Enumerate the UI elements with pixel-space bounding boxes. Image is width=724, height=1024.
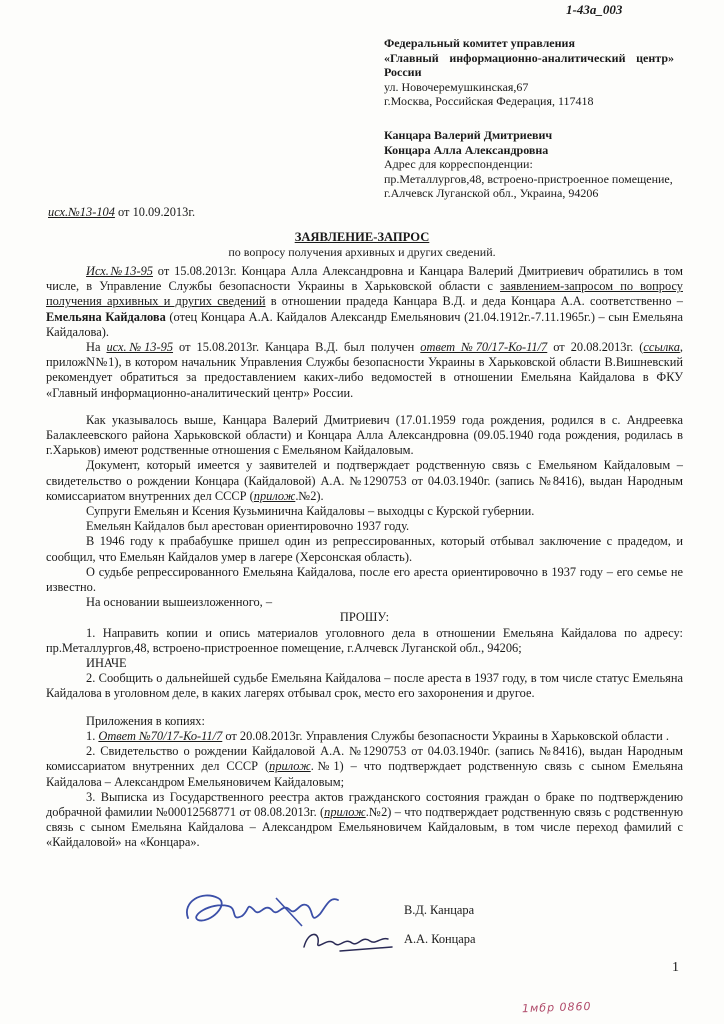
text: от 15.08.2013г. Концара Алла Александровна и Канцара Валерий Дмитриевич обратились в том числе, в Управление Службы безопасности Украины в Харьковской области с — [46, 264, 683, 294]
ref-link: прилож — [253, 488, 296, 503]
archive-stamp: 1мбр 0860 — [521, 999, 592, 1016]
text: от 15.08.2013г. Канцара В.Д. был получен — [173, 340, 421, 355]
paragraph-9: На основании вышеизложенного, – — [86, 595, 273, 610]
document-title: ЗАЯВЛЕНИЕ-ЗАПРОС — [294, 230, 430, 244]
request-heading: ПРОШУ: — [339, 610, 390, 625]
recipient-org-line3: России — [384, 65, 422, 80]
paragraph-5: Супруги Емельян и Ксения Кузьминична Кайдаловы – выходцы с Курской губернии. — [86, 504, 535, 519]
text: (отец Концара А.А. Кайдалов Александр Емельянович (21.04.1912г.-7.11.1965г.) – сын Емельяна Кайдалова). — [46, 309, 683, 339]
ref-link: Ответ №70/17-Ко-11/7 — [98, 728, 223, 743]
document-code: 1-43а_003 — [566, 2, 623, 17]
text: На — [86, 340, 107, 355]
text: , приложN№1), в котором начальник Управления Службы безопасности Украины в Харьковской области В.Вишневский рекомендует обратиться за предоставлением каких-либо ведомостей в отношении Емельяна Кайдалова в ФКУ «Главный информационно-аналитический центр» России. — [46, 340, 684, 400]
signature-1-name: В.Д. Канцара — [404, 903, 475, 917]
recipient-addr-line2: г.Москва, Российская Федерация, 117418 — [384, 94, 594, 109]
signature-2-drawing — [300, 925, 400, 955]
text: .№2). — [295, 488, 324, 503]
signature-2-name: А.А. Концара — [404, 932, 476, 946]
paragraph-4 — [46, 458, 683, 504]
outgoing-reference — [48, 205, 195, 220]
text: от 20.08.2013г. Управления Службы безопасности Украины в Харьковской области . — [222, 728, 669, 743]
text: 2. Свидетельство о рождении Кайдаловой А.А. №1290753 от 04.03.1940г. (запись №8416), выдан Народным комиссариатом внутренних дел СССР ( — [46, 744, 683, 774]
sender-addr-line1: пр.Металлургов,48, встроено-пристроенное помещение, — [384, 171, 673, 186]
attachment-2 — [46, 744, 683, 790]
request-item-2: 2. Сообщить о дальнейшей судьбе Емельяна Кайдалова – после ареста в 1937 году, в том числе статус Емельяна Кайдалова в уголовном деле, в каких лагерях отбывал срок, место его захоронения и другое. — [46, 671, 683, 701]
ref-link: ответ №70/17-Ко-11/7 — [420, 340, 548, 355]
underlined-text: заявлением-запросом по вопросу получения архивных и других сведений — [46, 279, 683, 309]
paragraph-1 — [46, 264, 683, 340]
outgoing-number: исх.№13-104 — [48, 205, 115, 219]
outgoing-date: от 10.09.2013г. — [114, 205, 196, 219]
bold-name: Емельяна Кайдалова — [46, 309, 166, 324]
recipient-block — [384, 36, 684, 201]
recipient-addr-line1: ул. Новочеремушкинская,67 — [384, 79, 529, 94]
recipient-org-line2: «Главный информационно-аналитический центр» — [384, 50, 674, 65]
attachments-heading: Приложения в копиях: — [86, 713, 205, 728]
paragraph-8: О судьбе репрессированного Емельяна Кайдалова, после его ареста ориентировочно в 1937 году – его семье не известно. — [46, 564, 683, 595]
text: Документ, который имеется у заявителей и подтверждает родственную связь с Емельяном Кайдаловым – свидетельство о рождении Концара (Кайдаловой) А.А. №1290753 от 04.03.1940г. (запись №8416), выдан Народным комиссариатом внутренних дел СССР ( — [46, 458, 683, 503]
ref-link: исх.№13-95 — [106, 340, 174, 355]
text: от 20.08.2013г. ( — [547, 340, 644, 355]
text: .№1) – что подтверждает родственную связь с сыном Емельяна Кайдалова – Александром Емельяновичем Кайдаловым; — [46, 759, 684, 789]
paragraph-7: В 1946 году к прабабушке пришел один из репрессированных, который отбывал заключение с прадедом, и сообщил, что Емельян Кайдалов умер в лагере (Херсонская область). — [46, 534, 683, 564]
document-subtitle: по вопросу получения архивных и других сведений. — [228, 245, 496, 259]
text: в отношении прадеда Канцара В.Д. и деда Концара А.А. соответственно – — [265, 294, 683, 309]
text: 1. — [86, 728, 99, 743]
otherwise-label: ИНАЧЕ — [86, 656, 127, 671]
recipient-org-line1: Федеральный комитет управления — [384, 36, 575, 50]
text: 3. Выписка из Государственного реестра актов гражданского состояния граждан о браке по подтверждению добрачной фамилии №00012568771 от 08.08.2013г. ( — [46, 789, 683, 819]
ref-link: прилож — [269, 759, 311, 774]
paragraph-3: Как указывалось выше, Канцара Валерий Дмитриевич (17.01.1959 года рождения, родился в с. Андреевка Балаклеевского района Харьковской области) и Концара Алла Александровна (09.05.1940 года рождения, родилась в г.Харьков) имеют родственные отношения с Емельяном Кайдаловым. — [46, 412, 683, 458]
sender-name2: Концара Алла Александровна — [384, 142, 549, 157]
ref-link: ссылка — [643, 340, 680, 355]
sender-name1: Канцара Валерий Дмитриевич — [384, 127, 553, 142]
sender-addr-line2: г.Алчевск Луганской обл., Украина, 94206 — [384, 186, 599, 201]
request-item-1: 1. Направить копии и опись материалов уголовного дела в отношении Емельяна Кайдалова по адресу: пр.Металлургов,48, встроено-пристроенное помещение, г.Алчевск Луганской обл., 94206; — [46, 625, 683, 655]
sender-addr-label: Адрес для корреспонденции: — [384, 157, 533, 172]
ref-link: прилож — [324, 804, 366, 819]
document-body — [46, 264, 683, 851]
text: .№2) – что подтверждает родственную связь с родственную связь с сыном Емельяна Кайдалова – Александром Емельяновичем Кайдаловым, в том числе переход фамилий с «Кайдаловой» на «Концара». — [46, 804, 683, 850]
paragraph-2 — [46, 340, 683, 401]
page-number: 1 — [672, 960, 679, 975]
paragraph-6: Емельян Кайдалов был арестован ориентировочно 1937 году. — [86, 519, 410, 534]
ref-link: Исх.№13-95 — [86, 264, 153, 278]
attachment-1 — [46, 729, 683, 744]
attachment-3 — [46, 790, 683, 851]
